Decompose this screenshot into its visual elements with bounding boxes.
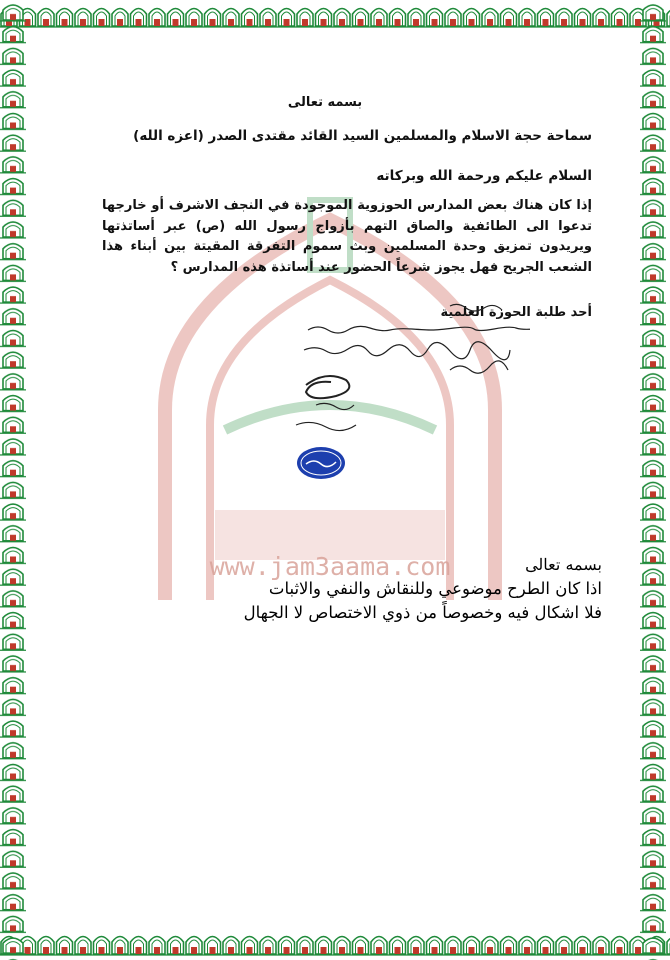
- watermark-url: www.jam3aama.com: [209, 552, 451, 581]
- transcription-line: بسمه تعالى: [525, 555, 602, 574]
- letter-greeting: السلام عليكم ورحمة الله وبركاته: [376, 168, 592, 184]
- decorative-border-bottom: [0, 930, 670, 956]
- border-pattern-icon: [0, 2, 670, 28]
- letter-signature: أحد طلبة الحوزة العلمية: [440, 305, 592, 320]
- letter-addressee: سماحة حجة الاسلام والمسلمين السيد القائد مقتدى الصدر (اعزه الله): [133, 128, 592, 144]
- decorative-border-right: [640, 0, 666, 960]
- border-pattern-icon: [640, 0, 666, 960]
- letter-heading: بسمه تعالى: [287, 95, 363, 110]
- border-pattern-icon: [0, 930, 670, 956]
- answer-transcription: [200, 553, 602, 625]
- signature-and-seal: [276, 365, 386, 485]
- decorative-border-left: [0, 0, 26, 960]
- transcription-line: اذا كان الطرح موضوعي وللنقاش والنفي والاثبات: [268, 579, 602, 598]
- decorative-border-top: [0, 2, 670, 28]
- letter-question: إذا كان هناك بعض المدارس الحوزوية الموجودة في النجف الاشرف أو خارجها تدعوا الى الطائفية والصاق التهم بأزواج رسول الله (ص) عبر أساتذتها ويريدون تمزيق وحدة المسلمين وبث سموم التفرقة المقيتة بين أبناء هذا الشعب الجريح فهل يجوز شرعاً الحضور عند أساتذة هذه المدارس ؟: [102, 198, 592, 275]
- transcription-line: فلا اشكال فيه وخصوصاً من ذوي الاختصاص لا الجهال: [243, 603, 602, 622]
- official-seal-icon: [276, 365, 386, 485]
- border-pattern-icon: [0, 0, 26, 960]
